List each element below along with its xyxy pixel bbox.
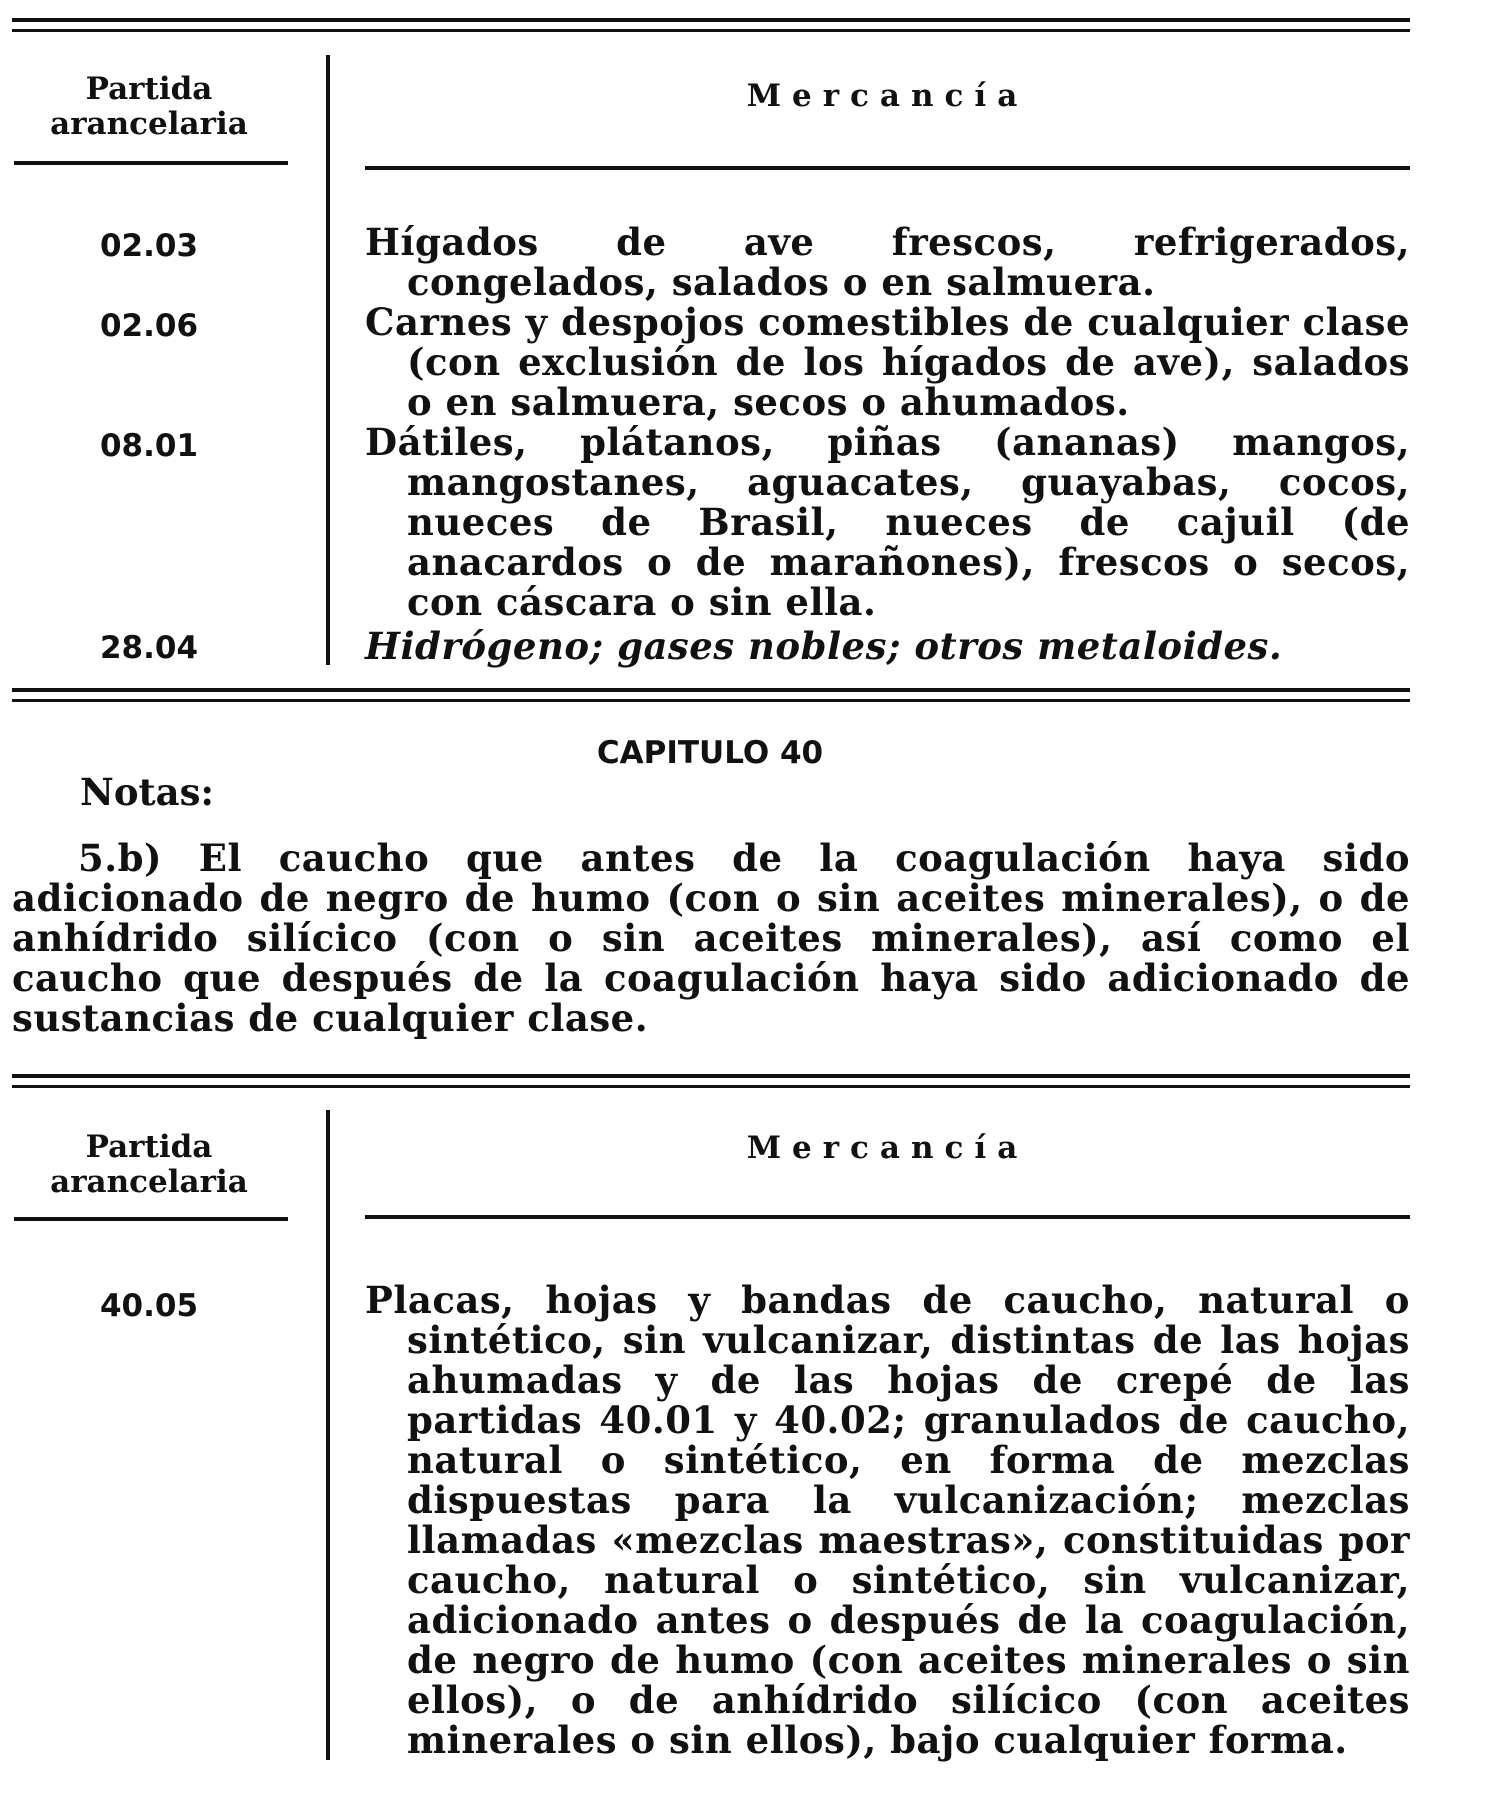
table1-header-rule-right bbox=[365, 166, 1410, 170]
table1-bottom-rule bbox=[12, 688, 1410, 702]
table1-row4-code: 28.04 bbox=[99, 630, 199, 666]
table1-row2-desc: Carnes y despojos comestibles de cualquier clase (con exclusión de los hígados de ave), salados o en salmuera, secos o ahumados. bbox=[365, 300, 1410, 424]
table2-header-rule-left bbox=[14, 1217, 288, 1221]
table1-header-mercancia: Mercancía bbox=[746, 78, 1029, 114]
table1-column-divider bbox=[326, 55, 330, 665]
table1-row1-desc: Hígados de ave frescos, refrigerados, congelados, salados o en salmuera. bbox=[365, 220, 1410, 304]
table1-row2-code: 02.06 bbox=[99, 308, 199, 344]
table1-row3-desc: Dátiles, plátanos, piñas (ananas) mangos, mangostanes, aguacates, guayabas, cocos, nueces de Brasil, nueces de cajuil (de anacardos o de marañones), frescos o secos, con cáscara o sin ella. bbox=[365, 420, 1410, 624]
table1-row3-code: 08.01 bbox=[99, 428, 199, 464]
table1-top-rule bbox=[12, 18, 1410, 32]
table2-top-rule bbox=[12, 1074, 1410, 1088]
table2-row1-code: 40.05 bbox=[99, 1288, 199, 1324]
partida-label-line2: arancelaria bbox=[50, 106, 248, 142]
table2-header-rule-right bbox=[365, 1215, 1410, 1219]
notes-label: Notas: bbox=[80, 770, 215, 814]
note-5b-text: 5.b) El caucho que antes de la coagulación haya sido adicionado de negro de humo (con o sin aceites minerales), o de anhídrido silícico (con o sin aceites minerales), así como el caucho que después de la coagulación haya sido adicionado de sustancias de cualquier clase. bbox=[12, 836, 1410, 1040]
table2-header-mercancia: Mercancía bbox=[746, 1130, 1029, 1166]
table1-row1-code: 02.03 bbox=[99, 228, 199, 264]
table1-header-partida bbox=[14, 72, 284, 142]
partida-label-line1: Partida bbox=[85, 1129, 213, 1165]
table2-header-partida bbox=[14, 1130, 284, 1200]
table2-row1-desc: Placas, hojas y bandas de caucho, natural o sintético, sin vulcanizar, distintas de las hojas ahumadas y de las hojas de crepé de las partidas 40.01 y 40.02; granulados de caucho, natural o sintético, en forma de mezclas dispuestas para la vulcanización; mezclas llamadas «mezclas maestras», constituidas por caucho, natural o sintético, sin vulcanizar, adicionado antes o después de la coagulación, de negro de humo (con aceites minerales o sin ellos), o de anhídrido silícico (con aceites minerales o sin ellos), bajo cualquier forma. bbox=[365, 1278, 1410, 1762]
table1-row4-desc: Hidrógeno; gases nobles; otros metaloides. bbox=[365, 624, 1283, 668]
table1-header-rule-left bbox=[14, 161, 288, 165]
table2-column-divider bbox=[326, 1110, 330, 1760]
chapter-title: CAPITULO 40 bbox=[596, 735, 824, 771]
partida-label-line2: arancelaria bbox=[50, 1164, 248, 1200]
partida-label-line1: Partida bbox=[85, 71, 213, 107]
